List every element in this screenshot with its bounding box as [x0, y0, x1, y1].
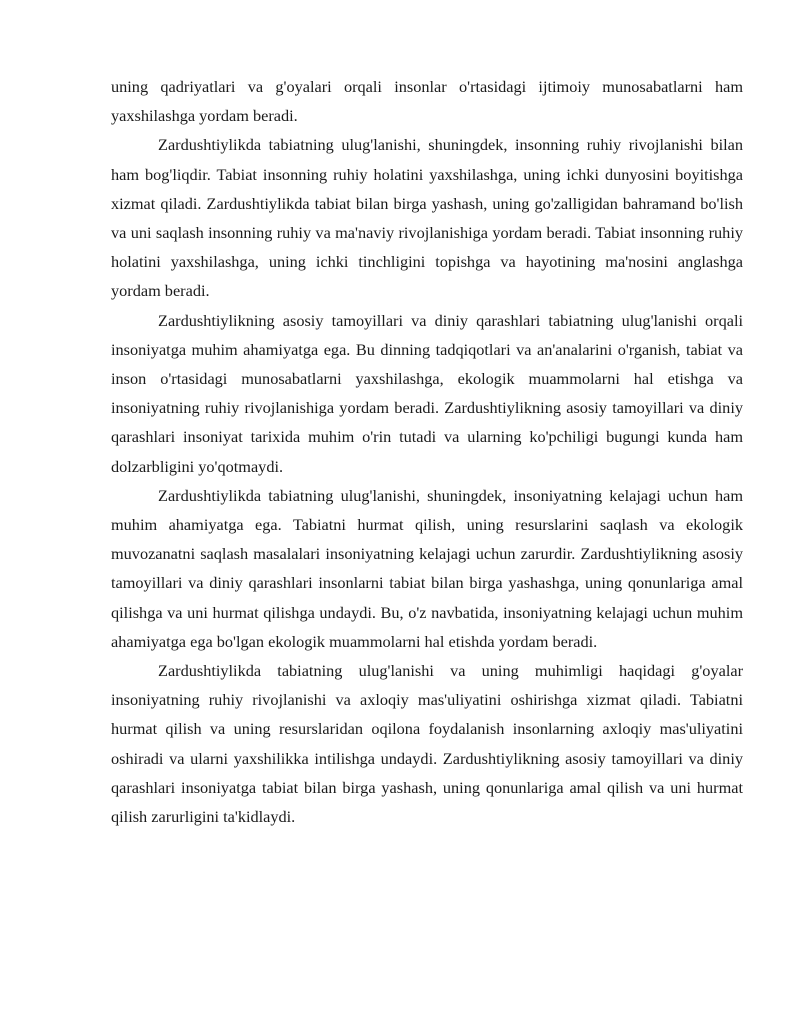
paragraph-principles-humanity: Zardushtiylikning asosiy tamoyillari va diniy qarashlari tabiatning ulug'lanishi orqali insoniyatga muhim ahamiyatga ega. Bu dinning tadqiqotlari va an'analarini o'rganish, tabiat va inson o'rtasidagi munosabatlarni yaxshilashga, ekologik muammolarni hal etishga va insoniyatning ruhiy rivojlanishiga yordam beradi. Zardushtiylikning asosiy tamoyillari va diniy qarashlari insoniyat tarixida muhim o'rin tutadi va ularning ko'pchiligi bugungi kunda ham dolzarbligini yo'qotmaydi. — [111, 310, 743, 476]
paragraph-continued: uning qadriyatlari va g'oyalari orqali insonlar o'rtasidagi ijtimoiy munosabatlarni ham yaxshilashga yordam beradi. — [111, 77, 743, 126]
paragraph-future-of-humanity: Zardushtiylikda tabiatning ulug'lanishi, shuningdek, insoniyatning kelajagi uchun ham muhim ahamiyatga ega. Tabiatni hurmat qilish, uning resurslarini saqlash va ekologik muvozanatni saqlash masalalari insoniyatning kelajagi uchun zarurdir. Zardushtiylikning asosiy tamoyillari va diniy qarashlari insonlarni tabiat bilan birga yashashga, uning qonunlariga amal qilishga va uni hurmat qilishga undaydi. Bu, o'z navbatida, insoniyatning kelajagi uchun muhim ahamiyatga ega bo'lgan ekologik muammolarni hal etishda yordam beradi. — [111, 485, 743, 651]
paragraph-moral-responsibility: Zardushtiylikda tabiatning ulug'lanishi va uning muhimligi haqidagi g'oyalar insoniyatning ruhiy rivojlanishi va axloqiy mas'uliyatini oshirishga xizmat qiladi. Tabiatni hurmat qilish va uning resurslaridan oqilona foydalanish insonlarning axloqiy mas'uliyatini oshiradi va ularni yaxshilikka intilishga undaydi. Zardushtiylikning asosiy tamoyillari va diniy qarashlari insoniyatga tabiat bilan birga yashash, uning qonunlariga amal qilish va uni hurmat qilish zarurligini ta'kidlaydi. — [111, 661, 743, 827]
paragraph-nature-spiritual-development: Zardushtiylikda tabiatning ulug'lanishi, shuningdek, insonning ruhiy rivojlanishi bilan ham bog'liqdir. Tabiat insonning ruhiy holatini yaxshilashga, uning ichki dunyosini boyitishga xizmat qiladi. Zardushtiylikda tabiat bilan birga yashash, uning go'zalligidan bahramand bo'lish va uni saqlash insonning ruhiy va ma'naviy rivojlanishiga yordam beradi. Tabiat insonning ruhiy holatini yaxshilashga, uning ichki tinchligini topishga va hayotining ma'nosini anglashga yordam beradi. — [111, 135, 743, 301]
document-page — [111, 72, 743, 831]
